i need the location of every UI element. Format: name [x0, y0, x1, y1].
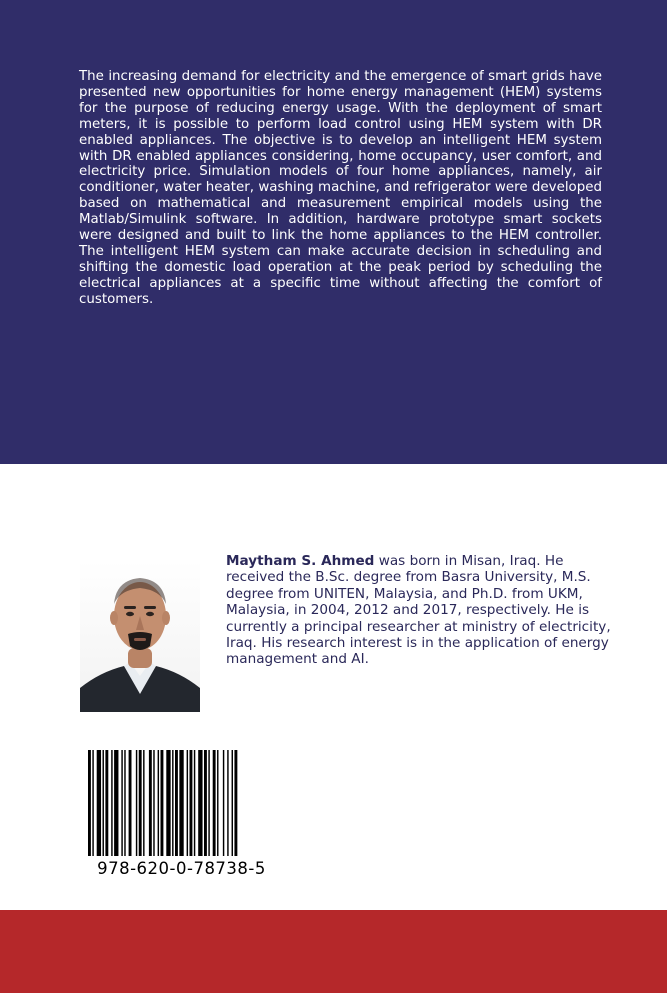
isbn-number: 978-620-0-78738-5	[97, 859, 266, 878]
author-bio	[226, 553, 626, 668]
barcode-bars	[84, 750, 279, 856]
barcode	[84, 750, 284, 885]
author-name: Maytham S. Ahmed	[226, 553, 375, 569]
abstract-text: The increasing demand for electricity and the emergence of smart grids have presented new opportunities for home energy management (HEM) systems for the purpose of reducing energy usage. With the deployment of smart meters, it is possible to perform load control using HEM system with DR enabled appliances. The objective is to develop an intelligent HEM system with DR enabled appliances considering, home occupancy, user comfort, and electricity price. Simulation models of four home appliances, namely, air conditioner, water heater, washing machine, and refrigerator were developed based on mathematical and measurement empirical models using the Matlab/Simulink software. In addition, hardware prototype smart sockets were designed and built to link the home appliances to the HEM controller. The intelligent HEM system can make accurate decision in scheduling and shifting the domestic load operation at the peak period by scheduling the electrical appliances at a specific time without affecting the comfort of customers.	[79, 69, 602, 307]
author-photo	[80, 560, 200, 712]
abstract-panel	[0, 0, 667, 464]
author-bio-text: was born in Misan, Iraq. He received the B.Sc. degree from Basra University, M.S. degree from UNITEN, Malaysia, and Ph.D. from UKM, Malaysia, in 2004, 2012 and 2017, respectively. He is currently a principal researcher at ministry of electricity, Iraq. His research interest is in the application of energy management and AI.	[226, 553, 611, 668]
bottom-color-band	[0, 910, 667, 993]
